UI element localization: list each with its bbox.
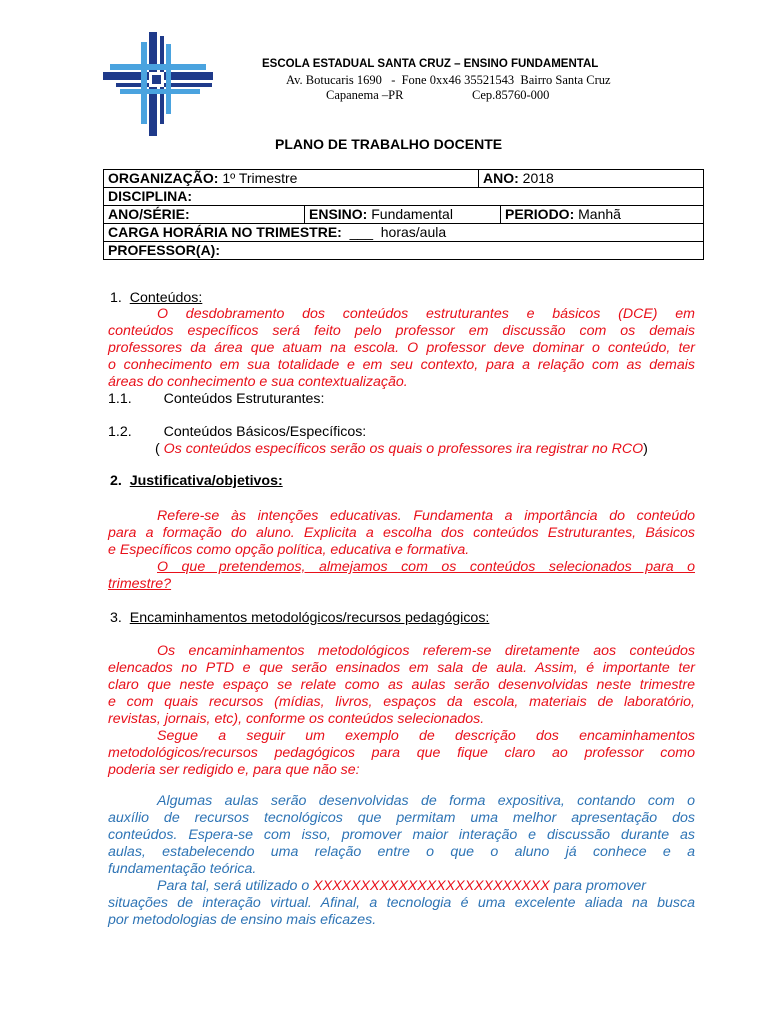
section-3-text-line: elencados no PTD e que serão ensinados em sala de aula. Assim, é importante ter [108,660,695,676]
disciplina-cell [104,188,703,205]
section-3-number: 3. [110,610,122,626]
section-2-title: Justificativa/objetivos: [129,473,283,489]
section-2-text-line: para a formação do aluno. Explicita a escolha dos conteúdos Estruturantes, Básicos [108,525,695,541]
section-2-number: 2. [110,473,122,489]
section-1-text-line: o conhecimento em sua totalidade e em seu contexto, para a relação com as demais [108,357,695,373]
section-3-example2-line [157,878,695,895]
section-3-text-line: Os encaminhamentos metodológicos referem-se diretamente aos conteúdos [157,643,695,659]
section-1-title: Conteúdos: [129,290,203,306]
periodo-label: PERIODO: [505,206,575,222]
carga-label: CARGA HORÁRIA NO TRIMESTRE: [108,224,342,240]
section-1-2-note [155,441,742,458]
section-3-heading [110,610,697,627]
school-city: Capanema –PR [326,88,404,102]
organizacao-cell [104,170,478,187]
section-1-text-line: conteúdos específicos será feito pelo professor em discussão com os demais [108,323,695,339]
section-3-title: Encaminhamentos metodológicos/recursos pedagógicos: [129,610,490,626]
section-1-number: 1. [110,290,122,306]
section-3-placeholder-x: XXXXXXXXXXXXXXXXXXXXXXXXX [313,878,550,894]
section-3-text-line: claro que neste espaço se relate como as aulas serão desenvolvidas neste trimestre [108,677,695,693]
section-3-text-line: e com quais recursos (mídias, livros, espaços da escola, materiais de laboratório, [108,694,695,710]
section-3-example-line: aulas, estabelecendo uma relação entre o que o aluno já conhece e a [108,844,695,860]
school-address: Av. Botucaris 1690 - Fone 0xx46 35521543 Bairro Santa Cruz [286,73,611,87]
section-3-example2-rest-line: por metodologias de ensino mais eficazes. [108,912,377,928]
section-2-question-line: O que pretendemos, almejamos com os conteúdos selecionados para o [157,559,695,575]
carga-cell [104,224,703,241]
section-3-text-line: metodológicos/recursos pedagógicos para que fique claro ao professor como [108,745,695,761]
section-3-example2-post: para promover [549,878,646,894]
section-1-1-number: 1.1. [108,391,132,407]
section-1-text-line: áreas do conhecimento e sua contextualização. [108,374,408,390]
section-2-question-line: trimestre? [108,576,172,592]
section-1-2-heading [108,424,695,441]
section-1-2-title: Conteúdos Básicos/Específicos: [163,424,367,440]
section-1-2-note-text: Os conteúdos específicos serão os quais o professores ira registrar no RCO [159,441,644,457]
ano-label: ANO: [483,170,519,186]
professor-label: PROFESSOR(A): [108,242,220,258]
ensino-value: Fundamental [371,206,453,222]
organizacao-label: ORGANIZAÇÃO: [108,170,219,186]
section-3-example2-rest-line: situações de interação virtual. Afinal, a tecnologia é uma excelente aliada na busca [108,895,695,911]
section-1-1-heading [108,391,695,408]
info-table [103,169,704,260]
ano-value: 2018 [522,170,554,186]
info-row-organizacao [104,170,703,188]
professor-cell [104,242,703,259]
section-3-text-line: Segue a seguir um exemplo de descrição dos encaminhamentos [157,728,695,744]
section-1-2-paren-open: ( [155,441,160,457]
section-3-example-line: conteúdos. Espera-se com isso, promover maior interação e discussão durante as [108,827,695,843]
section-1-1-title: Conteúdos Estruturantes: [163,391,325,407]
school-cep: Cep.85760-000 [472,88,550,102]
school-name: ESCOLA ESTADUAL SANTA CRUZ – ENSINO FUNDAMENTAL [262,58,599,70]
ensino-cell [304,206,500,223]
section-3-example2-pre: Para tal, será utilizado o [157,878,314,894]
carga-value: ___ horas/aula [349,224,447,240]
periodo-value: Manhã [578,206,621,222]
section-3-text-line: revistas, jornais, etc), conforme os conteúdos selecionados. [108,711,485,727]
section-1-heading [110,290,697,307]
info-row-disciplina [104,188,703,206]
section-3-example-line: auxílio de recursos tecnológicos que permitam uma melhor apresentação dos [108,810,695,826]
school-cross-logo [100,30,220,140]
ano-serie-label: ANO/SÉRIE: [108,206,190,222]
section-3-example-line: Algumas aulas serão desenvolvidas de forma expositiva, contando com o [157,793,695,809]
section-3-example-line: fundamentação teórica. [108,861,257,877]
disciplina-label: DISCIPLINA: [108,188,192,204]
organizacao-value: 1º Trimestre [222,170,298,186]
info-row-professor [104,242,703,259]
info-row-carga [104,224,703,242]
document-title: PLANO DE TRABALHO DOCENTE [275,136,503,152]
ensino-label: ENSINO: [309,206,368,222]
section-1-2-paren-close: ) [643,441,648,457]
periodo-cell [500,206,703,223]
info-row-ano-serie [104,206,703,224]
section-2-text-line: Refere-se às intenções educativas. Fundamenta a importância do conteúdo [157,508,695,524]
ano-cell [478,170,703,187]
section-1-2-number: 1.2. [108,424,132,440]
section-3-text-line: poderia ser redigido e, para que não se: [108,762,360,778]
section-2-text-line: e Específicos como opção política, educativa e formativa. [108,542,470,558]
section-1-text-line: O desdobramento dos conteúdos estruturantes e básicos (DCE) em [157,306,695,322]
section-1-text-line: professores da área que atuam na escola. O professor deve dominar o conteúdo, ter [108,340,695,356]
ano-serie-cell [104,206,304,223]
section-2-heading [110,473,697,490]
